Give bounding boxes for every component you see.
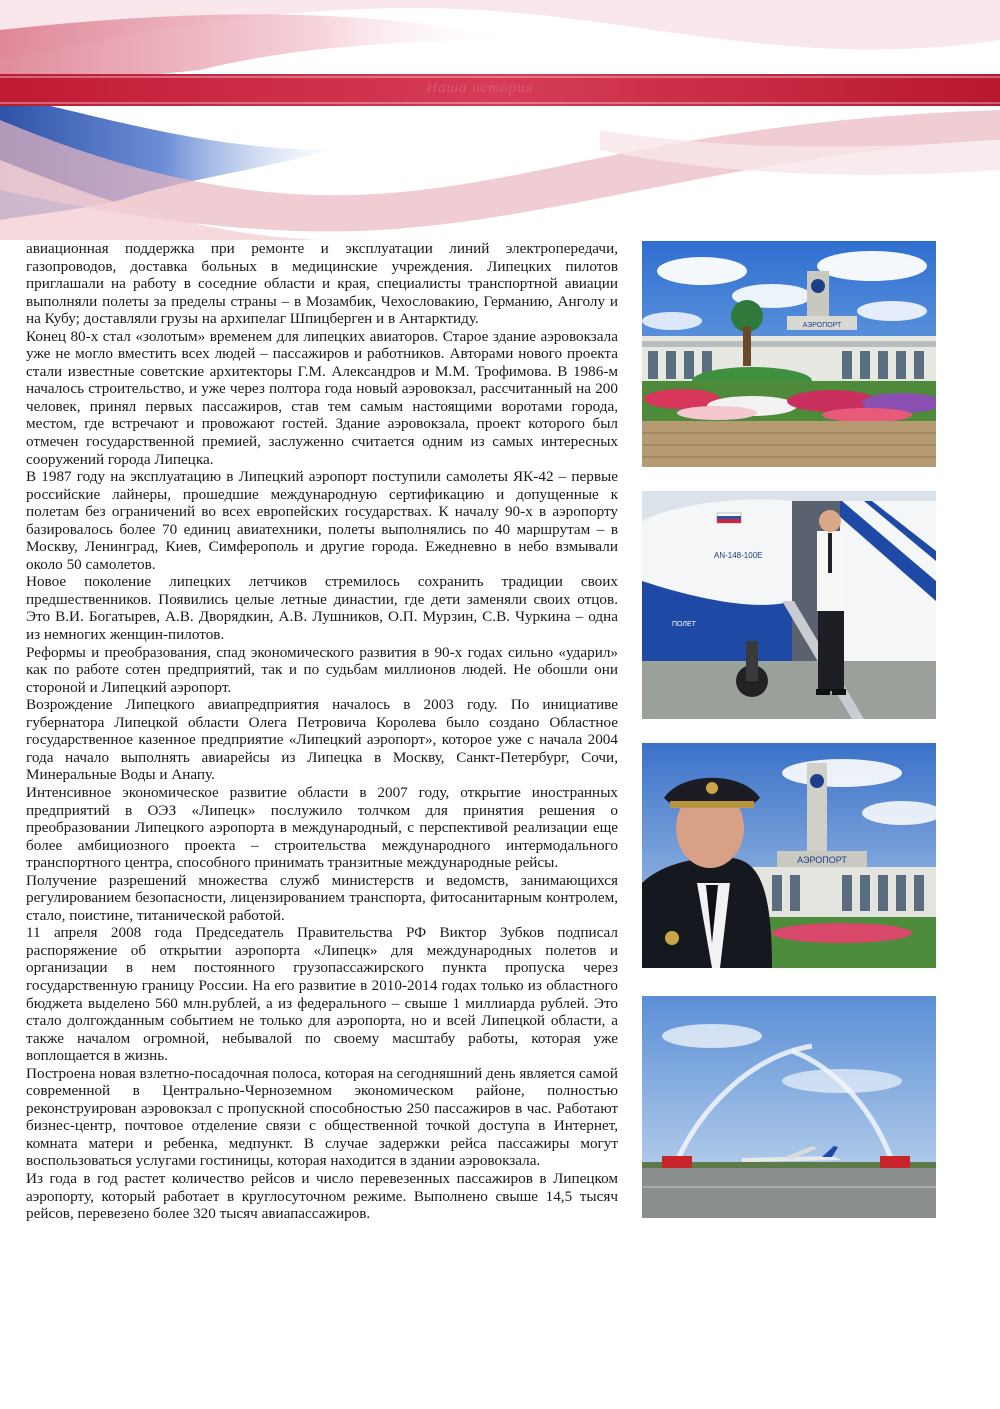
photo-director-portrait (642, 743, 936, 968)
article-paragraph: Новое поколение липецких летчиков стремилось сохранить традиции своих предшественников. Появились целые летные династии, где дети заменяли своих отцов. Это В.И. Богатырев, А.В. Дворядкин, А.В. Лушников, О.П. Мурзин, С.В. Чуркина – одна из немногих женщин-пилотов. (26, 573, 618, 644)
header-ribbon-graphic (0, 0, 1000, 240)
article-paragraph: Построена новая взлетно-посадочная полоса, которая на сегодняшний день является самой современной в Центрально-Черноземном экономическом районе, полностью реконструирован аэровокзал с пропускной способностью 250 пассажиров в час. Работают бизнес-центр, почтовое отделение связи с общественной точкой доступа в Интернет, комната матери и ребенка, медпункт. В случае задержки рейса пассажиры могут воспользоваться услугами гостиницы, которая находится в здании аэровокзала. (26, 1064, 618, 1170)
article-paragraph: Возрождение Липецкого авиапредприятия началось в 2003 году. По инициативе губернатора Липецкой области Олега Петровича Королева было создано Областное государственное казенное предприятие «Липецкий аэропорт», которое уже с начала 2004 года начало выполнять авиарейсы из Липецка в Москву, Санкт-Петербург, Сочи, Минеральные Воды и Анапу. (26, 696, 618, 784)
portrait-terminal-sign: АЭРОПОРТ (797, 855, 847, 865)
aircraft-registration: AN-148-100E (714, 551, 763, 560)
aircraft-livery-text: ПОЛЕТ (672, 621, 696, 628)
article-paragraph: авиационная поддержка при ремонте и эксплуатации линий электропередачи, газопроводов, доставка больных в медицинские учреждения. Липецких пилотов приглашали на работу в соседние области и края, специалисты транспортной авиации выполняли полеты за пределы страны – в Мозамбик, Чехословакию, Германию, Анголу и на Кубу; доставляли грузы на архипелаг Шпицберген и в Антарктиду. (26, 240, 618, 328)
article-paragraph: В 1987 году на эксплуатацию в Липецкий аэропорт поступили самолеты ЯК-42 – первые российские лайнеры, прошедшие международную сертификацию и допущенные к полетам без ограничений во всех европейских государствах. К началу 90-х в аэропорту базировалось более 70 единиц авиатехники, полеты выполнялись по 40 маршрутам – в Москву, Ленинград, Киев, Симферополь и другие города. Ежедневно в небо взмывали около 50 самолетов. (26, 468, 618, 573)
photo-pilot-aircraft (642, 491, 936, 719)
terminal-sign: АЭРОПОРТ (802, 322, 842, 329)
article-paragraph: 11 апреля 2008 года Председатель Правительства РФ Виктор Зубков подписал распоряжение об открытии аэропорта «Липецк» для международных полетов и организации в нем постоянного грузопассажирского пункта пропуска через государственную границу России. На его развитие в 2010-2014 годах только из областного бюджета выделено 560 млн.рублей, а из федерального – свыше 1 миллиарда рублей. Это стало долгожданным событием не только для аэропорта, но и всей Липецкой области, а также началом огромной, небывалой по своему масштабу работы, которая уже воплощается в жизнь. (26, 924, 618, 1065)
article-paragraph: Реформы и преобразования, спад экономического развития в 90-х годах сильно «ударил» как по работе сотен предприятий, так и по судьбам миллионов людей. Не обошли они стороной и Липецкий аэропорт. (26, 643, 618, 696)
page-header (0, 0, 1000, 240)
photo-airport-terminal (642, 241, 936, 467)
article-paragraph: Конец 80-х стал «золотым» временем для липецких авиаторов. Старое здание аэровокзала уже не могло вместить всех людей – пассажиров и работников. Авторами нового проекта стали известные советские архитекторы Г.М. Александров и М.М. Трофимова. В 1986-м началось строительство, и уже через полтора года новый аэровокзал, рассчитанный на 200 человек, принял первых пассажиров, став тем самым настоящими воротами города, местом, где встречают и провожают гостей. Здание аэровокзала, проект которого был отмечен государственной премией, заслуженно считается одним из самых интересных сооружений города Липецка. (26, 327, 618, 468)
article-body (26, 240, 618, 1223)
article-paragraph: Получение разрешений множества служб министерств и ведомств, занимающихся регулированием безопасности, лицензированием транспорта, фитосанитарным контролем, стало, поистине, титанической работой. (26, 871, 618, 924)
article-paragraph: Из года в год растет количество рейсов и число перевезенных пассажиров в Липецком аэропорту, который работает в круглосуточном режиме. Выполнено свыше 14,5 тысяч рейсов, перевезено более 320 тысяч авиапассажиров. (26, 1169, 618, 1223)
section-title: Наша история (426, 80, 534, 96)
photo-water-salute (642, 996, 936, 1218)
article-paragraph: Интенсивное экономическое развитие области в 2007 году, открытие иностранных предприятий в ОЭЗ «Липецк» послужило толчком для принятия решения о преобразовании Липецкого аэропорта в международный, с перспективой реализации еще более амбициозного проекта – строительства международного интермодального транспортного центра, способного принимать транзитные международные рейсы. (26, 783, 618, 872)
